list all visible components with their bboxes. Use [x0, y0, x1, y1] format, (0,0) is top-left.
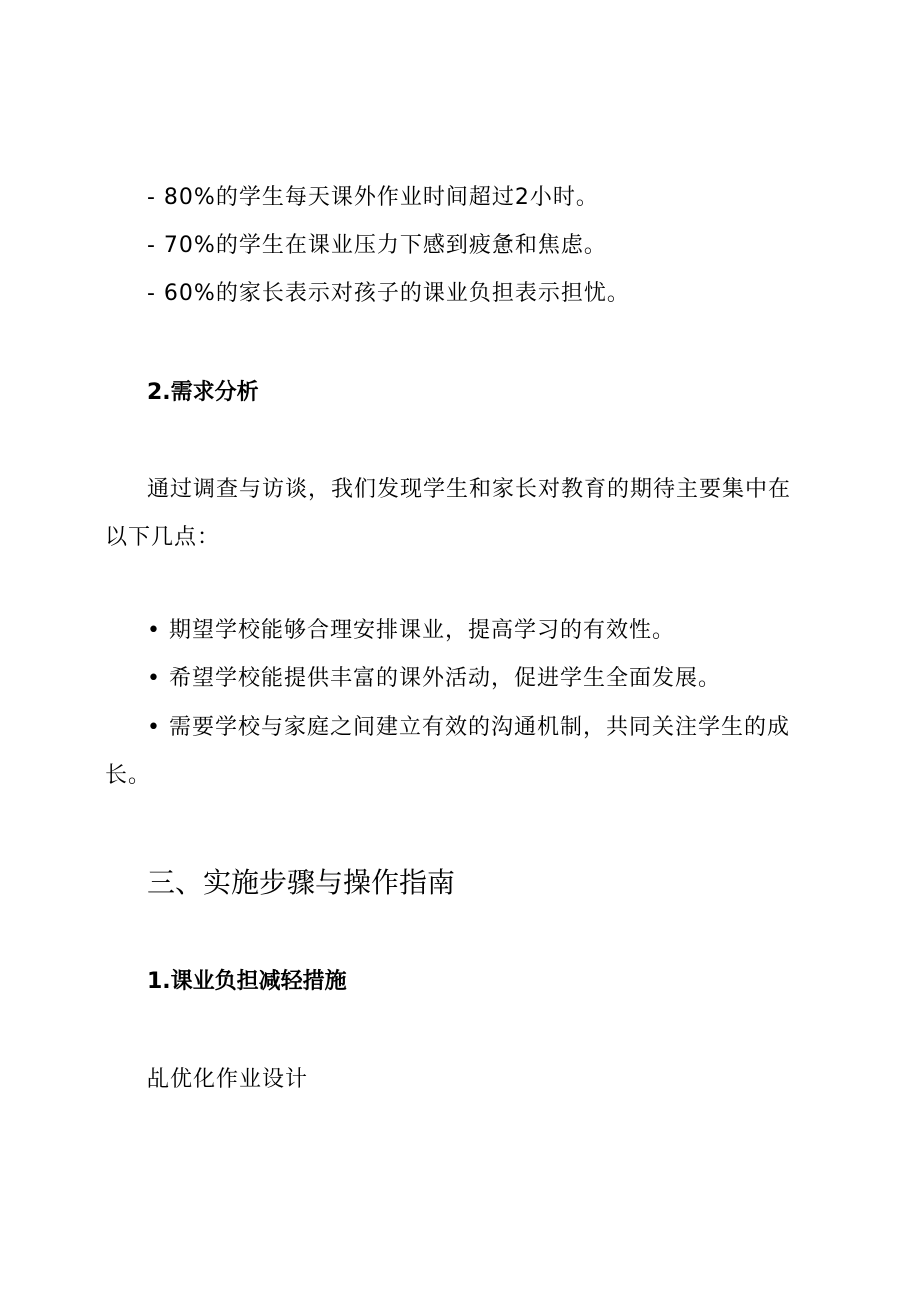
item-heading: 乩优化作业设计 [147, 1067, 309, 1092]
needs-bullet-1: • 期望学校能够合理安排课业，提高学习的有效性。 [147, 618, 675, 643]
stat-item-1: - 80%的学生每天课外作业时间超过2小时。 [147, 185, 599, 210]
stat-item-2: - 70%的学生在课业压力下感到疲惫和焦虑。 [147, 233, 607, 258]
needs-paragraph-line-2: 以下几点： [105, 525, 221, 550]
subsection-heading: 1.课业负担减轻措施 [147, 969, 347, 994]
stat-item-3: - 60%的家长表示对孩子的课业负担表示担忧。 [147, 281, 630, 306]
section-heading: 三、实施步骤与操作指南 [147, 866, 456, 899]
needs-bullet-2: • 希望学校能提供丰富的课外活动，促进学生全面发展。 [147, 666, 721, 691]
needs-bullet-3-continuation: 长。 [105, 763, 152, 788]
needs-bullet-3: • 需要学校与家庭之间建立有效的沟通机制，共同关注学生的成 [147, 715, 790, 740]
needs-analysis-heading: 2.需求分析 [147, 380, 259, 405]
needs-paragraph-line-1: 通过调查与访谈，我们发现学生和家长对教育的期待主要集中在 [147, 477, 792, 502]
